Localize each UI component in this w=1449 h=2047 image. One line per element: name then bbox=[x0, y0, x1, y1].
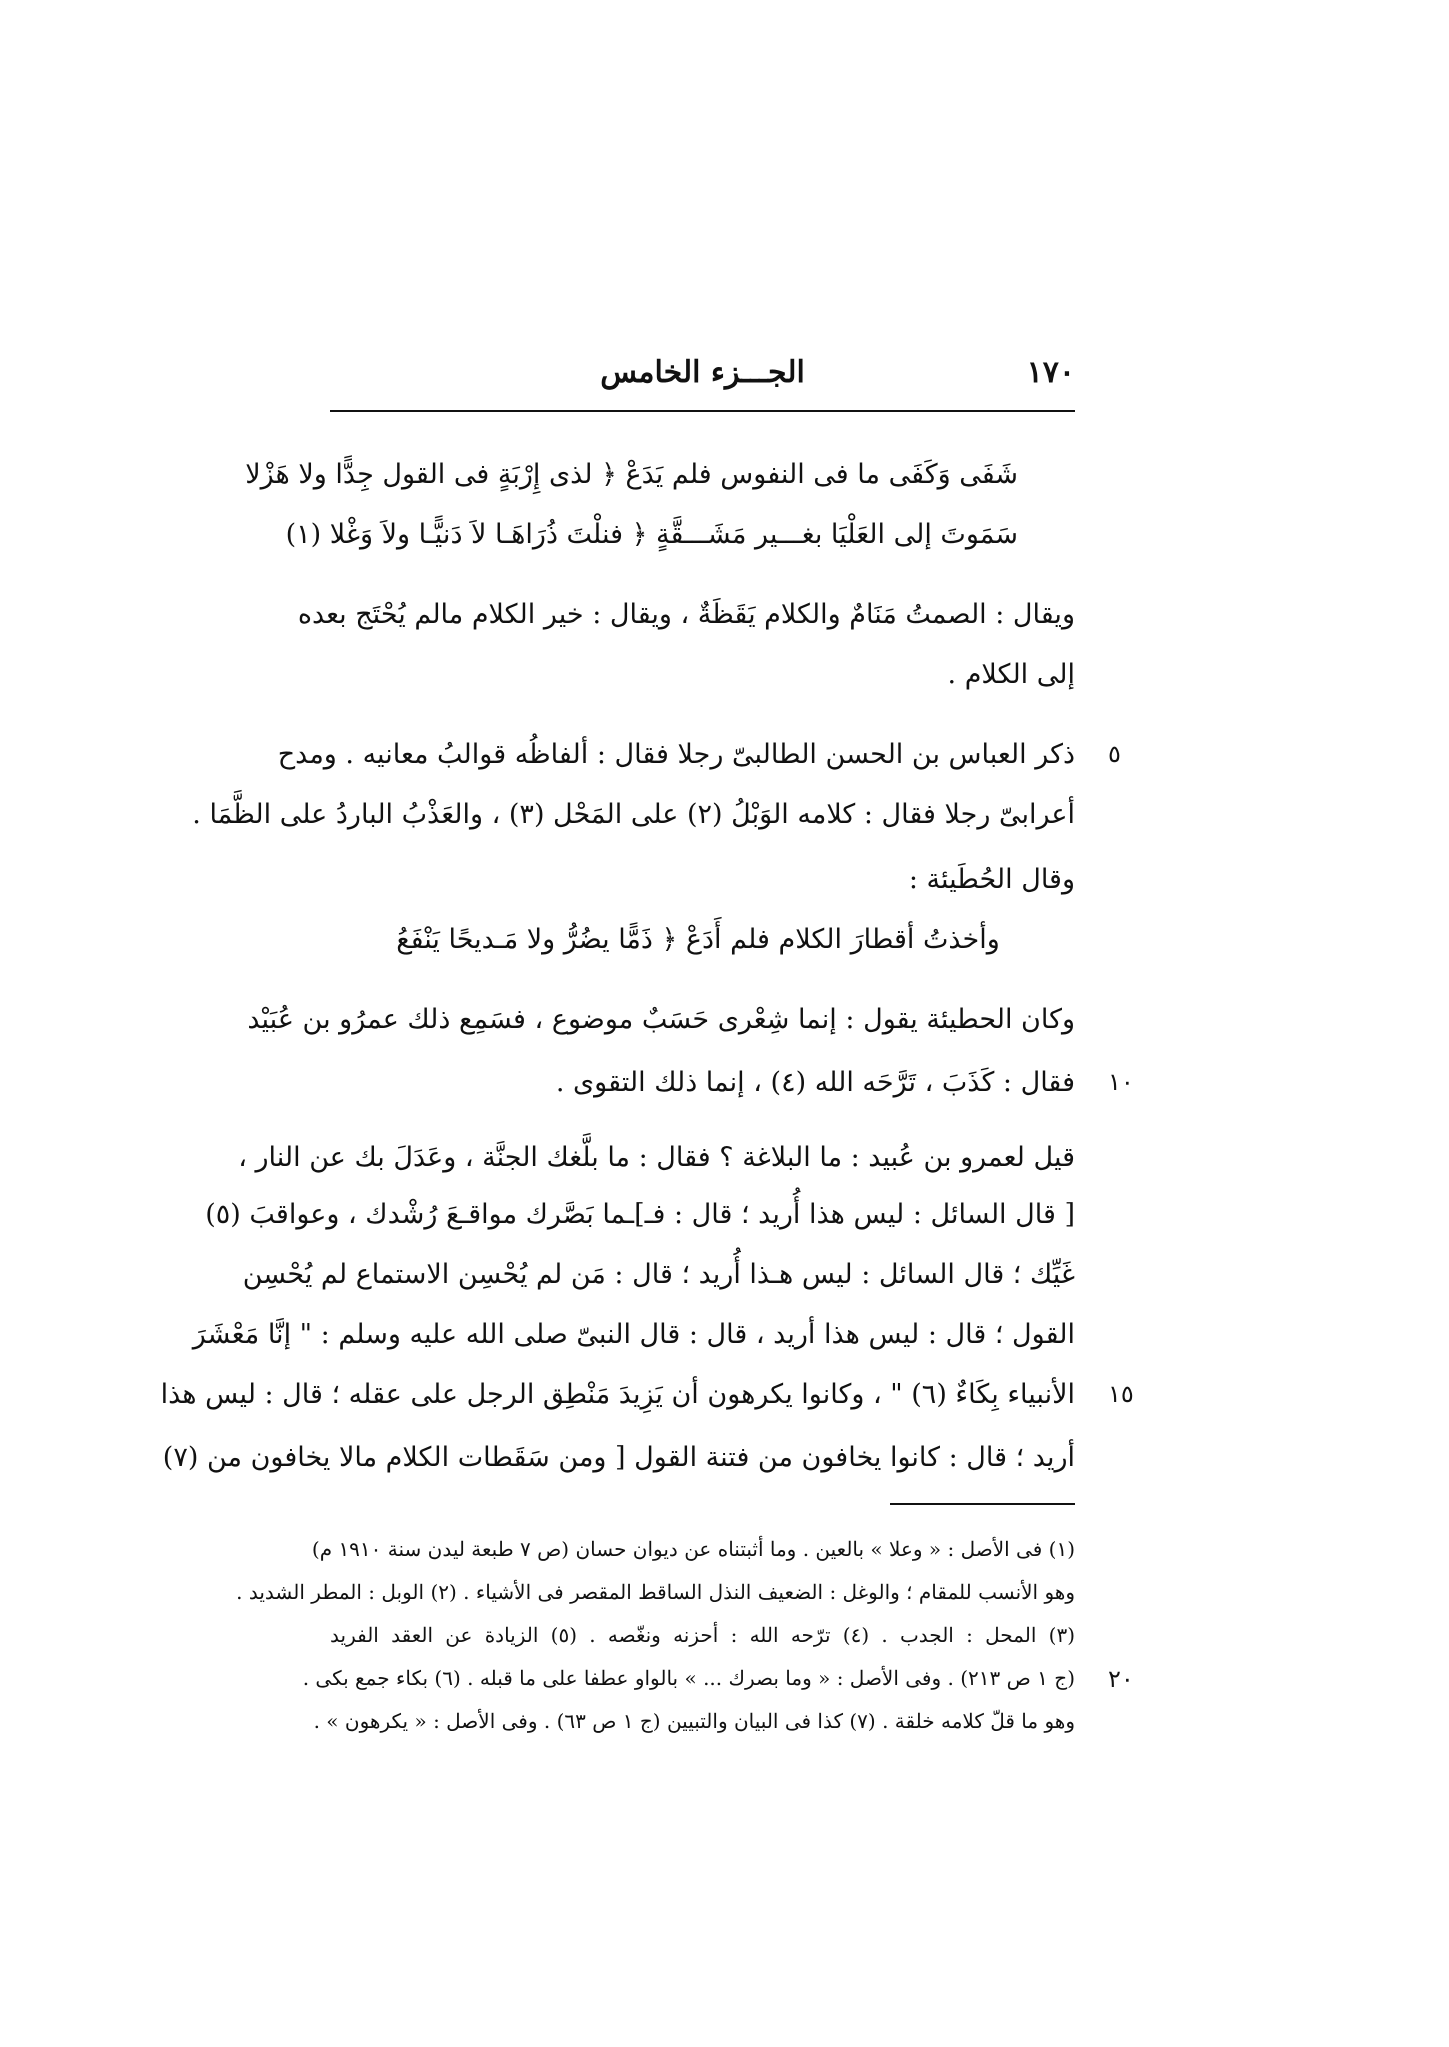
body-line: قيل لعمرو بن عُبيد : ما البلاغة ؟ فقال : ما بلَّغك الجنَّة ، وعَدَلَ بك عن النار ، bbox=[238, 1142, 1075, 1173]
line-number: ٢٠ bbox=[1108, 1665, 1134, 1693]
footnote-line: (ج ١ ص ٢١٣) . وفى الأصل : « وما بصرك ... » بالواو عطفا على ما قبله . (٦) بكاء جمع بكى . bbox=[302, 1666, 1075, 1690]
footnote-rule bbox=[890, 1503, 1075, 1505]
body-line: [ قال السائل : ليس هذا أُريد ؛ قال : فـ]ـما بَصَّرك مواقـعَ رُشْدك ، وعواقبَ (٥) bbox=[205, 1199, 1075, 1230]
body-line: غَيِّك ؛ قال السائل : ليس هـذا أُريد ؛ قال : مَن لم يُحْسِن الاستماع لم يُحْسِن bbox=[242, 1259, 1075, 1290]
line-number: ١٥ bbox=[1108, 1380, 1134, 1408]
running-title: الجـــزء الخامس bbox=[600, 355, 805, 390]
verse-line: شَفَى وَكَفَى ما فى النفوس فلم يَدَعْ ﴿ لذى إِرْبَةٍ فى القول جِدًّا ولا هَزْلا bbox=[245, 459, 1018, 490]
line-number: ١٠ bbox=[1108, 1068, 1134, 1096]
body-line: الأنبياء بِكَاءٌ (٦) " ، وكانوا يكرهون أن يَزِيدَ مَنْطِق الرجل على عقله ؛ قال : ليس هذا bbox=[160, 1379, 1075, 1410]
body-line: أعرابىّ رجلا فقال : كلامه الوَبْلُ (٢) على المَحْل (٣) ، والعَذْبُ الباردُ على الظَّمَا . bbox=[192, 799, 1075, 830]
header-rule bbox=[330, 410, 1075, 412]
line-number: ٥ bbox=[1108, 740, 1121, 768]
verse-line: سَمَوتَ إلى العَلْيَا بغـــير مَشَـــقَّةٍ ﴿ فنلْتَ ذُرَاهَـا لاَ دَنيًّـا ولاَ وَغْلا (١) bbox=[285, 519, 1018, 550]
page-number: ١٧٠ bbox=[1026, 355, 1075, 390]
body-line: ذكر العباس بن الحسن الطالبىّ رجلا فقال : ألفاظُه قوالبُ معانيه . ومدح bbox=[277, 739, 1075, 770]
body-line: وكان الحطيئة يقول : إنما شِعْرى حَسَبٌ موضوع ، فسَمِع ذلك عمرُو بن عُبَيْد bbox=[247, 1004, 1075, 1035]
verse-line: وأخذتُ أقطارَ الكلام فلم أَدَعْ ﴿ ذَمًّا يضُرُّ ولا مَـديحًا يَنْفَعُ bbox=[396, 924, 1000, 955]
body-line: القول ؛ قال : ليس هذا أريد ، قال : قال النبىّ صلى الله عليه وسلم : " إنَّا مَعْشَرَ bbox=[192, 1319, 1075, 1350]
body-line: فقال : كَذَبَ ، تَرَّحَه الله (٤) ، إنما ذلك التقوى . bbox=[555, 1067, 1075, 1098]
body-line: إلى الكلام . bbox=[947, 659, 1075, 690]
page-header bbox=[330, 355, 1075, 407]
body-line: وقال الحُطَيئة : bbox=[908, 864, 1075, 895]
footnote-line: (٣) المحل : الجدب . (٤) ترّحه الله : أحزنه ونغّصه . (٥) الزيادة عن العقد الفريد bbox=[330, 1623, 1075, 1647]
body-line: أريد ؛ قال : كانوا يخافون من فتنة القول [ ومن سَقَطات الكلام مالا يخافون من (٧) bbox=[162, 1442, 1075, 1473]
footnote-line: (١) فى الأصل : « وعلا » بالعين . وما أثبتناه عن ديوان حسان (ص ٧ طبعة ليدن سنة ١٩١٠ م) bbox=[311, 1537, 1075, 1561]
body-line: ويقال : الصمتُ مَنَامٌ والكلام يَقَظَةٌ ، ويقال : خير الكلام مالم يُحْتَج بعده bbox=[297, 599, 1075, 630]
footnote-line: وهو الأنسب للمقام ؛ والوغل : الضعيف النذل الساقط المقصر فى الأشياء . (٢) الوبل : المطر الشديد . bbox=[236, 1580, 1075, 1604]
footnote-line: وهو ما قلّ كلامه خلقة . (٧) كذا فى البيان والتبيين (ج ١ ص ٦٣) . وفى الأصل : « يكرهون » . bbox=[313, 1709, 1075, 1733]
